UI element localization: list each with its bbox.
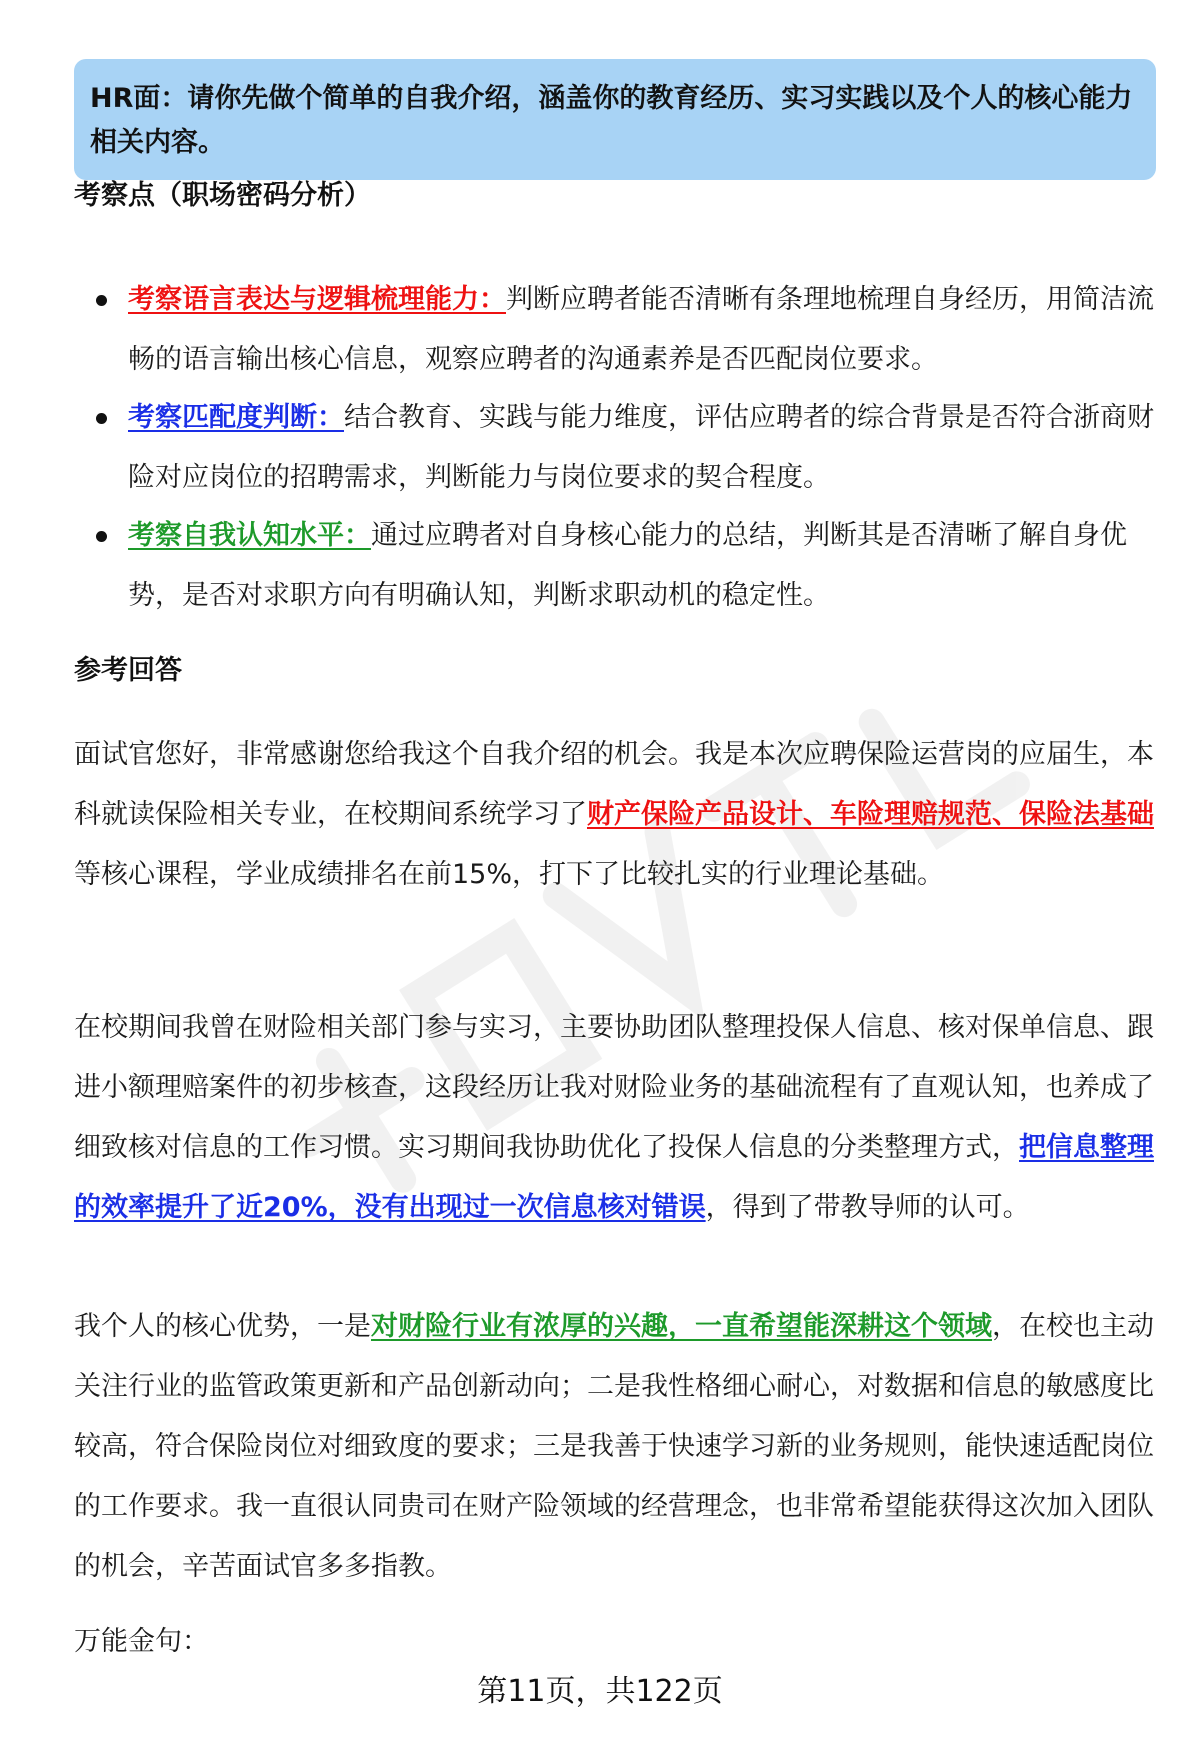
highlight-achievement: 把信息整理的效率提升了近20%，没有出现过一次信息核对错误 xyxy=(74,1132,1154,1223)
point-label: 考察语言表达与逻辑梳理能力： xyxy=(128,284,506,315)
question-box: HR面：请你先做个简单的自我介绍，涵盖你的教育经历、实习实践以及个人的核心能力相关内容。 xyxy=(74,59,1156,180)
bullet-dot-icon xyxy=(96,531,107,542)
highlight-courses: 财产保险产品设计、车险理赔规范、保险法基础 xyxy=(587,799,1154,830)
paragraph-text: 在校期间我曾在财险相关部门参与实习，主要协助团队整理投保人信息、核对保单信息、跟进小额理赔案件的初步核查，这段经历让我对财险业务的基础流程有了直观认知，也养成了细致核对信息的工作习惯。实习期间我协助优化了投保人信息的分类整理方式， xyxy=(74,1012,1154,1163)
answer-paragraph-2 xyxy=(74,998,1156,1238)
list-item xyxy=(74,270,1156,390)
point-label: 考察自我认知水平： xyxy=(128,520,371,551)
section-title-points: 考察点（职场密码分析） xyxy=(74,180,371,211)
page-footer: 第11页，共122页 xyxy=(477,1674,723,1709)
golden-sentence-label: 万能金句： xyxy=(74,1626,209,1657)
paragraph-text: ，在校也主动关注行业的监管政策更新和产品创新动向；二是我性格细心耐心，对数据和信息的敏感度比较高，符合保险岗位对细致度的要求；三是我善于快速学习新的业务规则，能快速适配岗位的工作要求。我一直很认同贵司在财产险领域的经营理念，也非常希望能获得这次加入团队的机会，辛苦面试官多多指教。 xyxy=(74,1311,1154,1582)
paragraph-text: 等核心课程，学业成绩排名在前15%，打下了比较扎实的行业理论基础。 xyxy=(74,859,945,890)
highlight-interest: 对财险行业有浓厚的兴趣，一直希望能深耕这个领域 xyxy=(371,1311,992,1342)
point-label: 考察匹配度判断： xyxy=(128,402,344,433)
bullet-dot-icon xyxy=(96,413,107,424)
point-text: 结合教育、实践与能力维度，评估应聘者的综合背景是否符合浙商财险对应岗位的招聘需求，判断能力与岗位要求的契合程度。 xyxy=(128,402,1154,493)
paragraph-text: 我个人的核心优势，一是 xyxy=(74,1311,371,1342)
paragraph-text: ，得到了带教导师的认可。 xyxy=(705,1192,1030,1223)
answer-paragraph-3 xyxy=(74,1297,1156,1597)
point-text: 判断应聘者能否清晰有条理地梳理自身经历，用简洁流畅的语言输出核心信息，观察应聘者的沟通素养是否匹配岗位要求。 xyxy=(128,284,1154,375)
list-item xyxy=(74,506,1156,626)
answer-paragraph-1 xyxy=(74,725,1156,905)
bullet-dot-icon xyxy=(96,295,107,306)
list-item xyxy=(74,388,1156,508)
points-list xyxy=(74,270,1156,626)
section-title-answer: 参考回答 xyxy=(74,655,182,686)
paragraph-text: 面试官您好，非常感谢您给我这个自我介绍的机会。我是本次应聘保险运营岗的应届生，本科就读保险相关专业，在校期间系统学习了 xyxy=(74,739,1154,830)
point-text: 通过应聘者对自身核心能力的总结，判断其是否清晰了解自身优势，是否对求职方向有明确认知，判断求职动机的稳定性。 xyxy=(128,520,1127,611)
